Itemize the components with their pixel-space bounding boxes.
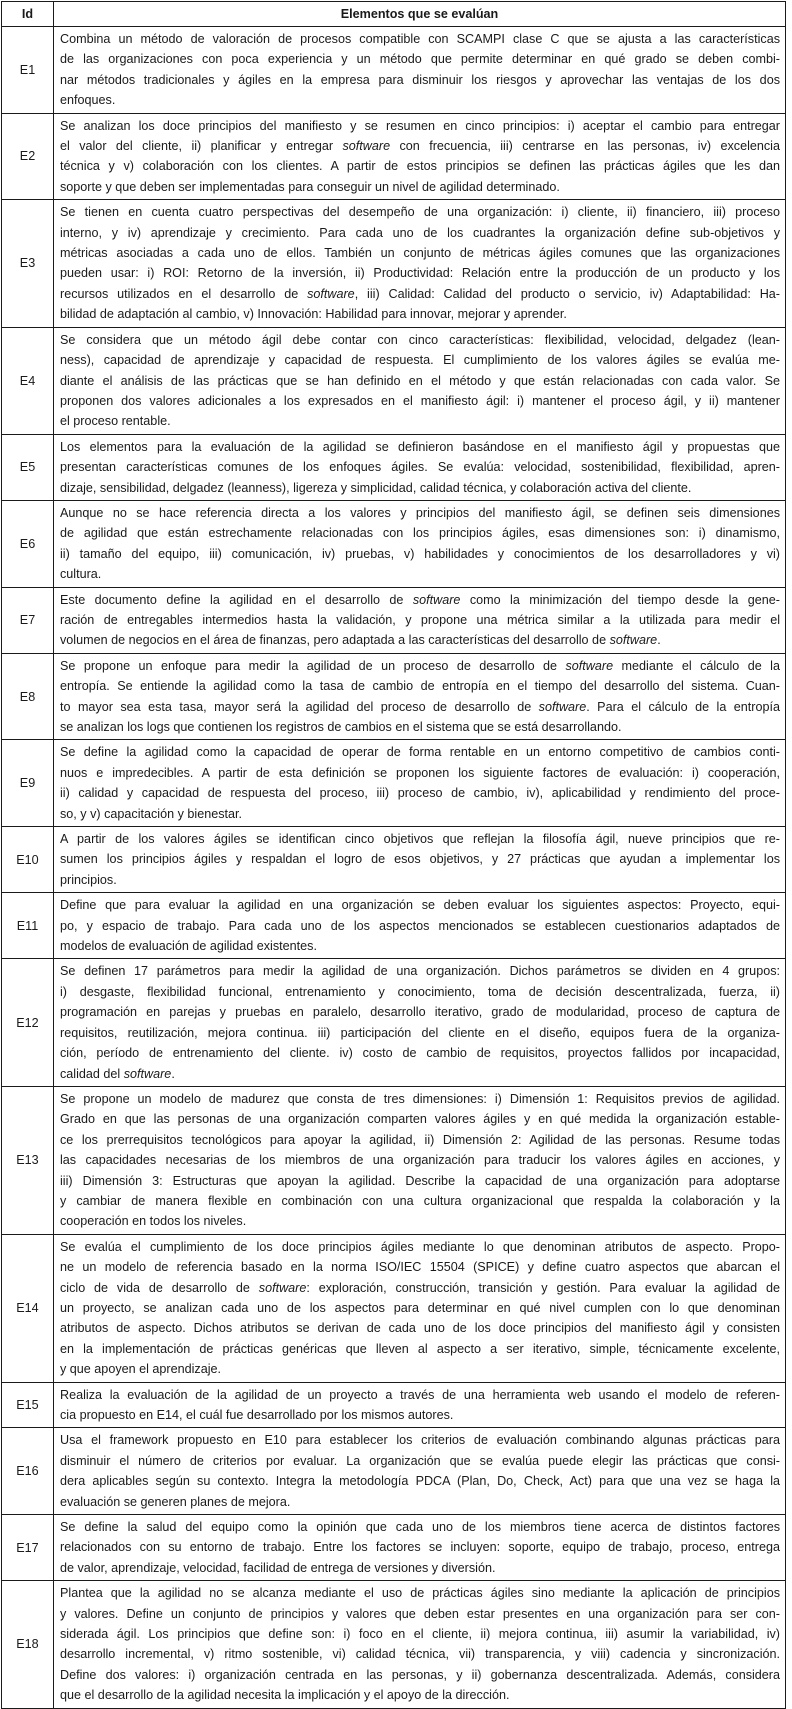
description-line: Se propone un enfoque para medir la agilidad de un proceso de desarrollo de software mediante el cálculo de la xyxy=(60,658,780,673)
row-description-cell xyxy=(54,1581,786,1708)
table-row xyxy=(2,827,786,893)
row-description-cell xyxy=(54,1382,786,1428)
description-line: ción, período de entrenamiento del cliente. iv) costo de cambio de requisitos, proyectos fallidos por incapacidad, xyxy=(60,1046,780,1061)
description-line: ness), capacidad de aprendizaje y capacidad de respuesta. El cumplimiento de los valores ágiles se evalúa me- xyxy=(60,353,780,368)
row-description-cell xyxy=(54,200,786,327)
row-id-cell: E3 xyxy=(2,200,54,327)
description-line: y cambiar de manera flexible en combinación con una cultura organizacional que respalda la colaboración y la xyxy=(60,1193,780,1208)
column-header-elements: Elementos que se evalúan xyxy=(54,2,786,27)
description-line: ne un modelo de referencia basado en la norma ISO/IEC 15504 (SPICE) y define cuatro aspectos que abarcan el xyxy=(60,1260,780,1275)
row-id-cell: E10 xyxy=(2,827,54,893)
description-line: nar métodos tradicionales y ágiles en la empresa para disminuir los riesgos y aprovechar las ventajas de los dos xyxy=(60,72,780,87)
description-line: principios. xyxy=(60,872,117,887)
row-description-cell xyxy=(54,740,786,827)
description-line: Realiza la evaluación de la agilidad de un proyecto a través de una herramienta web usando el modelo de referen- xyxy=(60,1387,780,1402)
description-line: métricas asociadas a cada uno de ellos. También un conjunto de métricas ágiles comunes que las organizaciones xyxy=(60,246,780,261)
description-line: ración de entregables intermedios hasta la validación, y propone una métrica similar a la utilizada para medir el xyxy=(60,612,780,627)
row-id-cell: E5 xyxy=(2,434,54,500)
table-row xyxy=(2,1234,786,1382)
description-line: to mayor sea esta tasa, mayor será la agilidad del proceso de desarrollo de software. Para el cálculo de la entropía xyxy=(60,699,780,714)
description-line: de valor, aprendizaje, velocidad, facilidad de entrega de versiones y diversión. xyxy=(60,1560,496,1575)
description-line: interno, y iv) aprendizaje y crecimiento. Para cada uno de los cuadrantes la organización define sub-objetivos y xyxy=(60,225,780,240)
table-header-row xyxy=(2,2,786,27)
description-line: calidad del software. xyxy=(60,1066,175,1081)
description-line: el proceso rentable. xyxy=(60,414,171,429)
description-line: siderada ágil. Los principios que define son: i) foco en el cliente, ii) mejora continua, iii) asumir la variabilidad, iv) xyxy=(60,1627,780,1642)
row-description-cell xyxy=(54,327,786,434)
description-line: Se tienen en cuenta cuatro perspectivas del desempeño de una organización: i) cliente, ii) financiero, iii) proceso xyxy=(60,205,780,220)
row-id-cell: E14 xyxy=(2,1234,54,1382)
description-line: técnica y v) colaboración con los clientes. A partir de estos principios se definen las prácticas ágiles que les dan xyxy=(60,159,780,174)
description-line: Plantea que la agilidad no se alcanza mediante el uso de prácticas ágiles sino mediante la aplicación de principios xyxy=(60,1586,780,1601)
description-line: Se analizan los doce principios del manifiesto y se resumen en cinco principios: i) aceptar el cambio para entregar xyxy=(60,118,780,133)
description-line: ciclo de vida de desarrollo de software: exploración, construcción, transición y gestión. Para evaluar la agilidad de xyxy=(60,1280,780,1295)
description-line: proponen dos valores adicionales a los expresados en el manifiesto ágil: i) mantener el proceso ágil, y ii) mantener xyxy=(60,393,780,408)
column-header-id: Id xyxy=(2,2,54,27)
description-line: un proyecto, se analizan cada uno de los aspectos para determinar en qué nivel cumplen con lo que denominan xyxy=(60,1300,780,1315)
description-line: Se propone un modelo de madurez que consta de tres dimensiones: i) Dimensión 1: Requisitos previos de agilidad. xyxy=(60,1091,780,1106)
description-line: se analizan los logs que contienen los registros de cambios en el sistema que se está desarrollando. xyxy=(60,720,622,734)
description-line: requisitos, reutilización, mejora continua. iii) participación del cliente en el diseño, equipos fuera de la organiza- xyxy=(60,1025,780,1040)
description-line: recursos utilizados en el desarrollo de software, iii) Calidad: Calidad del producto o servicio, iv) Adaptabilidad: Ha- xyxy=(60,286,780,301)
description-line: Aunque no se hace referencia directa a los valores y principios del manifiesto ágil, se definen seis dimensiones xyxy=(60,505,780,520)
description-line: y valores. Define un conjunto de principios y valores que deben estar presentes en una organización para ser con- xyxy=(60,1606,780,1621)
description-line: desarrollo incremental, v) ritmo sostenible, vi) calidad técnica, vii) transparencia, y viii) cadencia y sincronización. xyxy=(60,1647,780,1662)
description-line: Este documento define la agilidad en el desarrollo de software como la minimización del tiempo desde la gene- xyxy=(60,592,780,607)
table-row xyxy=(2,1086,786,1234)
description-line: cultura. xyxy=(60,567,102,582)
row-description-cell xyxy=(54,959,786,1086)
row-description-cell xyxy=(54,434,786,500)
description-line: Los elementos para la evaluación de la agilidad se definieron basándose en el manifiesto ágil y propuestas que xyxy=(60,439,780,454)
description-line: A partir de los valores ágiles se identifican cinco objetivos que reflejan la filosofía ágil, nueve principios que re- xyxy=(60,832,780,847)
description-line: programación en parejas y pruebas en paralelo, desarrollo iterativo, grado de modularidad, proceso de captura de xyxy=(60,1005,780,1020)
description-line: que el desarrollo de la agilidad necesita la implicación y el apoyo de la dirección. xyxy=(60,1688,510,1703)
row-id-cell: E18 xyxy=(2,1581,54,1708)
description-line: disminuir el número de criterios por evaluar. La organización que se evalúa puede elegir las prácticas que consi- xyxy=(60,1453,780,1468)
description-line: Se evalúa el cumplimiento de los doce principios ágiles mediante lo que denominan atributos de aspecto. Propo- xyxy=(60,1239,780,1254)
row-description-cell xyxy=(54,1234,786,1382)
description-line: atributos de aspecto. Dichos atributos se derivan de cada uno de los doce principios del manifiesto ágil y consisten xyxy=(60,1321,780,1336)
description-line: Se definen 17 parámetros para medir la agilidad de una organización. Dichos parámetros se dividen en 4 grupos: xyxy=(60,964,780,979)
row-id-cell: E2 xyxy=(2,113,54,200)
row-id-cell: E7 xyxy=(2,587,54,653)
table-row xyxy=(2,740,786,827)
row-id-cell: E13 xyxy=(2,1086,54,1234)
description-line: po, y espacio de trabajo. Para cada uno de los aspectos mencionados se establecen cuestionarios adaptados de xyxy=(60,918,780,933)
description-line: ce los prerrequisitos tecnológicos para apoyar la agilidad, ii) Dimensión 2: Agilidad de las personas. Resume todas xyxy=(60,1132,780,1147)
table-row xyxy=(2,653,786,740)
table-row xyxy=(2,1382,786,1428)
row-id-cell: E6 xyxy=(2,500,54,587)
description-line: Usa el framework propuesto en E10 para establecer los criterios de evaluación combinando algunas prácticas para xyxy=(60,1433,780,1448)
description-line: ii) tamaño del equipo, iii) comunicación, iv) pruebas, v) habilidades y conocimientos de los desarrolladores y vi) xyxy=(60,546,780,561)
table-row xyxy=(2,1581,786,1708)
row-description-cell xyxy=(54,27,786,114)
row-id-cell: E8 xyxy=(2,653,54,740)
description-line: ii) calidad y capacidad de respuesta del proceso, iii) proceso de cambio, iv), aplicabilidad y rendimiento del proce- xyxy=(60,786,780,801)
evaluation-elements-table xyxy=(1,1,786,1709)
row-id-cell: E1 xyxy=(2,27,54,114)
description-line: dera aplicables según su contexto. Integra la metodología PDCA (Plan, Do, Check, Act) para que una vez se haga la xyxy=(60,1474,780,1489)
table-row xyxy=(2,500,786,587)
description-line: relacionados con su entorno de trabajo. Entre los factores se incluyen: soporte, equipo de trabajo, proceso, entrega xyxy=(60,1540,780,1555)
table-row xyxy=(2,434,786,500)
row-description-cell xyxy=(54,827,786,893)
description-line: el valor del cliente, ii) planificar y entregar software con frecuencia, iii) centrarse en las personas, iv) excelencia xyxy=(60,139,780,154)
row-description-cell xyxy=(54,1515,786,1581)
table-row xyxy=(2,587,786,653)
row-id-cell: E17 xyxy=(2,1515,54,1581)
description-line: las capacidades necesarias de los miembros de una organización para traducir los valores ágiles en acciones, y xyxy=(60,1153,780,1168)
description-line: y que apoyen el aprendizaje. xyxy=(60,1362,222,1377)
description-line: nuos e impredecibles. A partir de esta definición se proponen los siguiente factores de evaluación: i) cooperación, xyxy=(60,765,780,780)
description-line: diante el análisis de las prácticas que se han definido en el método y que están relacionadas con cada valor. Se xyxy=(60,373,780,388)
description-line: Define que para evaluar la agilidad en una organización se deben evaluar los siguientes aspectos: Proyecto, equi- xyxy=(60,898,780,913)
description-line: so, y v) capacitación y bienestar. xyxy=(60,806,243,821)
description-line: i) desgaste, flexibilidad funcional, entrenamiento y conocimiento, toma de decisión descentralizada, fuerza, ii) xyxy=(60,984,780,999)
description-line: volumen de negocios en el área de finanzas, pero adaptada a las características del desarrollo de software. xyxy=(60,633,661,648)
row-id-cell: E9 xyxy=(2,740,54,827)
row-description-cell xyxy=(54,1086,786,1234)
description-line: presentan características comunes de los enfoques ágiles. Se evalúa: velocidad, sostenibilidad, flexibilidad, apren- xyxy=(60,460,780,475)
table-row xyxy=(2,113,786,200)
description-line: sumen los principios ágiles y respaldan el logro de esos objetivos, y 27 prácticas que ayudan a implementar los xyxy=(60,852,780,867)
description-line: Se define la salud del equipo como la opinión que cada uno de los miembros tiene acerca de distintos factores xyxy=(60,1520,780,1535)
description-line: Combina un método de valoración de procesos compatible con SCAMPI clase C que se ajusta a las características xyxy=(60,32,780,46)
table-row xyxy=(2,1515,786,1581)
description-line: entropía. Se entiende la agilidad como la tasa de cambio de entropía en el tiempo del desarrollo del sistema. Cuan- xyxy=(60,679,780,694)
row-description-cell xyxy=(54,653,786,740)
row-id-cell: E11 xyxy=(2,893,54,959)
table-row xyxy=(2,959,786,1086)
description-line: modelos de evaluación de agilidad existentes. xyxy=(60,939,317,954)
row-description-cell xyxy=(54,113,786,200)
description-line: Se considera que un método ágil debe contar con cinco características: flexibilidad, velocidad, delgadez (lean- xyxy=(60,332,780,347)
table-row xyxy=(2,893,786,959)
row-description-cell xyxy=(54,893,786,959)
row-description-cell xyxy=(54,587,786,653)
description-line: iii) Dimensión 3: Estructuras que apoyan la agilidad. Describe la capacidad de una organización para adoptarse xyxy=(60,1173,780,1188)
table-row xyxy=(2,1428,786,1515)
table-body xyxy=(2,27,786,1709)
description-line: de agilidad que están estrechamente relacionadas con los principios ágiles, esas dimensiones son: i) dinamismo, xyxy=(60,526,780,541)
description-line: bilidad de adaptación al cambio, v) Innovación: Habilidad para innovar, mejorar y aprender. xyxy=(60,307,567,322)
row-description-cell xyxy=(54,500,786,587)
description-line: en la implementación de prácticas genéricas que lleven al aspecto a ser iterativo, simple, técnicamente excelente, xyxy=(60,1341,780,1356)
description-line: dizaje, sensibilidad, delgadez (leanness), ligereza y simplicidad, calidad técnica, y colaboración activa del cliente. xyxy=(60,480,692,495)
description-line: cia propuesto en E14, el cuál fue desarrollado por los mismos autores. xyxy=(60,1408,454,1422)
description-line: cooperación en todos los niveles. xyxy=(60,1214,247,1229)
row-id-cell: E15 xyxy=(2,1382,54,1428)
description-line: pueden usar: i) ROI: Retorno de la inversión, ii) Productividad: Relación entre la producción de un producto y los xyxy=(60,266,780,281)
description-line: Grado en que las personas de una organización comparten valores ágiles y en qué medida la organización estable- xyxy=(60,1112,780,1127)
description-line: soporte y que deben ser implementadas para conseguir un nivel de agilidad determinado. xyxy=(60,179,560,194)
description-line: Se define la agilidad como la capacidad de operar de forma rentable en un entorno competitivo de cambios conti- xyxy=(60,745,780,760)
row-description-cell xyxy=(54,1428,786,1515)
table-row xyxy=(2,27,786,114)
description-line: de las organizaciones con poca experiencia y un método que permite determinar en qué grado se deben combi- xyxy=(60,52,780,67)
table-row xyxy=(2,200,786,327)
description-line: enfoques. xyxy=(60,93,116,108)
row-id-cell: E16 xyxy=(2,1428,54,1515)
row-id-cell: E12 xyxy=(2,959,54,1086)
table-row xyxy=(2,327,786,434)
description-line: Define dos valores: i) organización centrada en las personas, y ii) gobernanza descentralizada. Además, considera xyxy=(60,1667,780,1682)
row-id-cell: E4 xyxy=(2,327,54,434)
description-line: evaluación se generen planes de mejora. xyxy=(60,1494,291,1509)
